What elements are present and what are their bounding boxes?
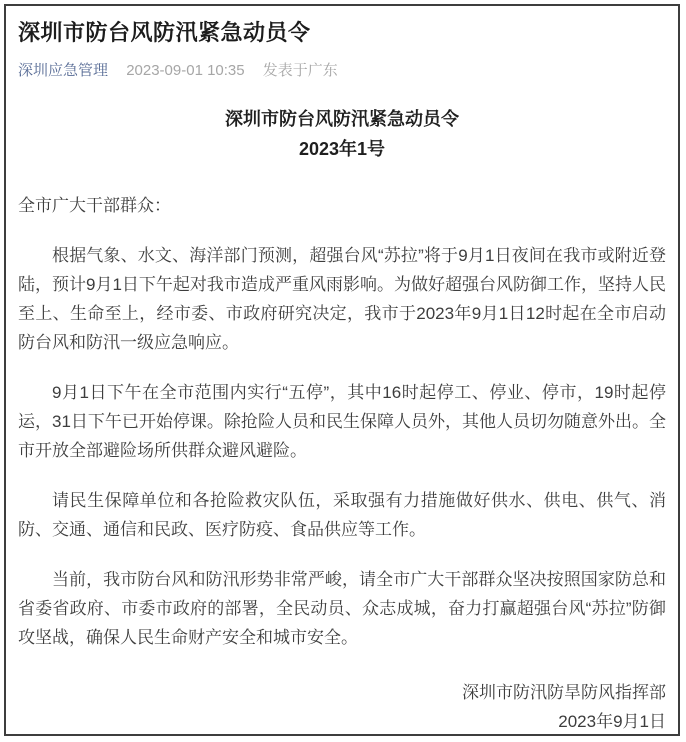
paragraph: 当前，我市防台风和防汛形势非常严峻，请全市广大干部群众坚决按照国家防总和省委省政府、市委市政府的部署，全民动员、众志成城，奋力打赢超强台风“苏拉”防御攻坚战，确保人民生命财产安全和城市安全。: [18, 570, 666, 647]
signature-block: [18, 678, 666, 736]
account-link[interactable]: 深圳应急管理: [18, 62, 109, 79]
article-body: [14, 104, 670, 736]
article-title: 深圳市防台风防汛紧急动员令: [18, 20, 311, 45]
salutation: 全市广大干部群众：: [18, 196, 171, 215]
publish-location: 发表于广东: [262, 62, 338, 79]
document-title-line1: 深圳市防台风防汛紧急动员令: [225, 109, 459, 129]
signature-name: 深圳市防汛防旱防风指挥部: [462, 683, 666, 702]
paragraph: 根据气象、水文、海洋部门预测，超强台风“苏拉”将于9月1日夜间在我市或附近登陆，预计9月1日下午起对我市造成严重风雨影响。为做好超强台风防御工作，坚持人民至上、生命至上，经市委、市政府研究决定，我市于2023年9月1日12时起在全市启动防台风和防汛一级应急响应。: [18, 246, 666, 352]
article-page: [4, 4, 680, 736]
byline: [18, 61, 666, 81]
document-title-line2: 2023年1号: [298, 139, 386, 159]
publish-datetime: 2023-09-01 10:35: [126, 62, 245, 79]
paragraph: 9月1日下午在全市范围内实行“五停”，其中16时起停工、停业、停市，19时起停运，31日下午已开始停课。除抢险人员和民生保障人员外，其他人员切勿随意外出。全市开放全部避险场所供群众避风避险。: [18, 383, 666, 460]
paragraph: 请民生保障单位和各抢险救灾队伍，采取强有力措施做好供水、供电、供气、消防、交通、通信和民政、医疗防疫、食品供应等工作。: [18, 491, 666, 539]
signature-date: 2023年9月1日: [558, 712, 666, 731]
document-title: [18, 104, 666, 164]
